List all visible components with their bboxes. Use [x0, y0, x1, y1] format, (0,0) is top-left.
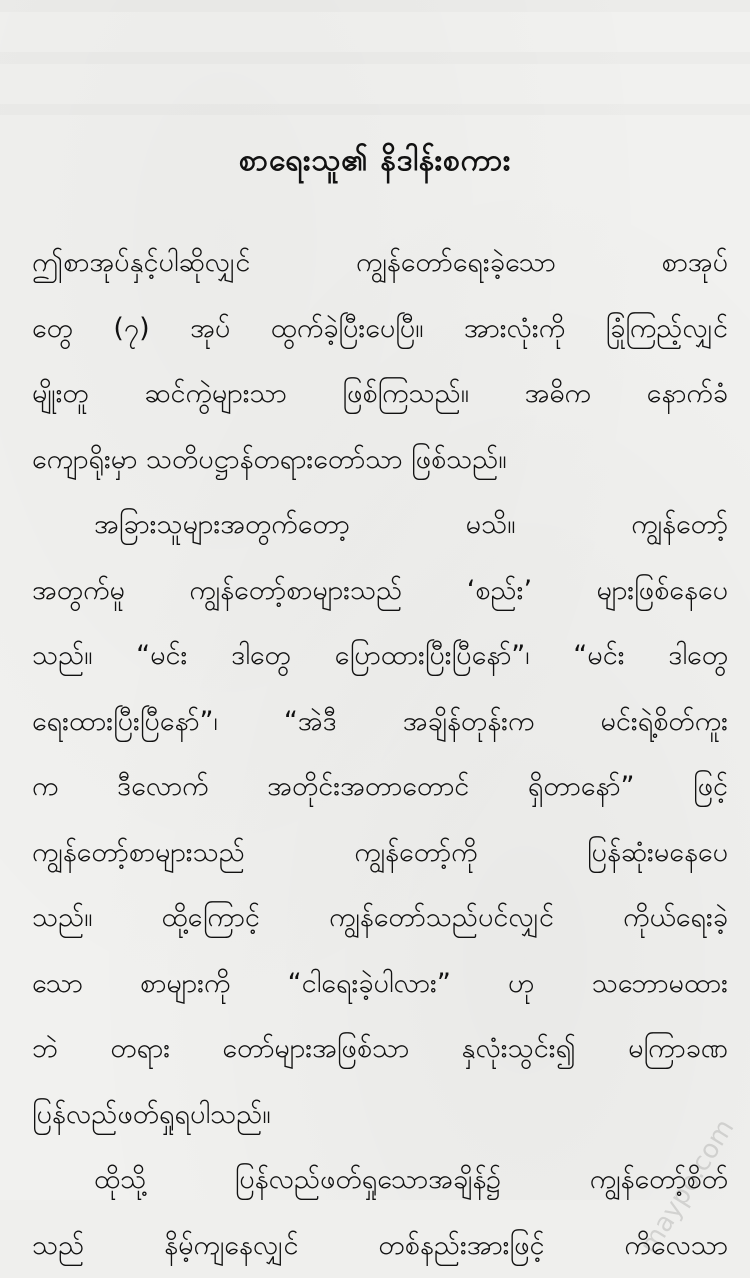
show-through-text [0, 0, 750, 115]
text-line: အတွက်မူ ကျွန်တော့်စာများသည် ‘စည်း’ များဖြစ်နေပေ [32, 558, 728, 624]
text-line: ဘဲ တရား တော်များအဖြစ်သာ နှလုံးသွင်း၍ မကြာခဏ [32, 1016, 728, 1082]
text-line: က ဒီလောက် အတိုင်းအတာတောင် ရှိတာနော်” ဖြင့် [32, 754, 728, 820]
text-line: သော စာများကို “ငါရေးခဲ့ပါလား” ဟု သဘောမထား [32, 951, 728, 1017]
text-line: သည် နိမ့်ကျနေလျှင် တစ်နည်းအားဖြင့် ကိလေသာ [32, 1213, 728, 1278]
text-line: ပြန်လည်ဖတ်ရှုရပါသည်။ [32, 1082, 728, 1148]
body-text [32, 230, 728, 1278]
text-line: ရေးထားပြီးပြီနော်”၊ “အဲဒီ အချိန်တုန်းက မင်းရဲ့စိတ်ကူး [32, 689, 728, 755]
text-line: အခြားသူများအတွက်တော့ မသိ။ ကျွန်တော့် [32, 492, 728, 558]
text-line: ကျွန်တော့်စာများသည် ကျွန်တော့်ကို ပြန်ဆုံးမနေပေ [32, 820, 728, 886]
text-line: တွေ (၇) အုပ် ထွက်ခဲ့ပြီးပေပြီ။ အားလုံးကို ခြုံကြည့်လျှင် [32, 296, 728, 362]
text-line: သည်။ “မင်း ဒါတွေ ပြောထားပြီးပြီနော်”၊ “မင်း ဒါတွေ [32, 623, 728, 689]
text-line: ကျောရိုးမှာ သတိပဋ္ဌာန်တရားတော်သာ ဖြစ်သည်။ [32, 427, 728, 493]
text-line: ဤစာအုပ်နှင့်ပါဆိုလျှင် ကျွန်တော်ရေးခဲ့သော စာအုပ် [32, 230, 728, 296]
text-line: သည်။ ထို့ကြောင့် ကျွန်တော်သည်ပင်လျှင် ကိုယ်ရေးခဲ့ [32, 885, 728, 951]
text-line: မျိုးတူ ဆင်ကွဲများသာ ဖြစ်ကြသည်။ အဓိက နောက်ခံ [32, 361, 728, 427]
text-line: ထိုသို့ ပြန်လည်ဖတ်ရှုသောအချိန်၌ ကျွန်တော့်စိတ် [32, 1147, 728, 1213]
page-title: စာရေးသူ၏ နိဒါန်းစကား [0, 140, 750, 185]
watermark: maypo.com [634, 1114, 740, 1259]
